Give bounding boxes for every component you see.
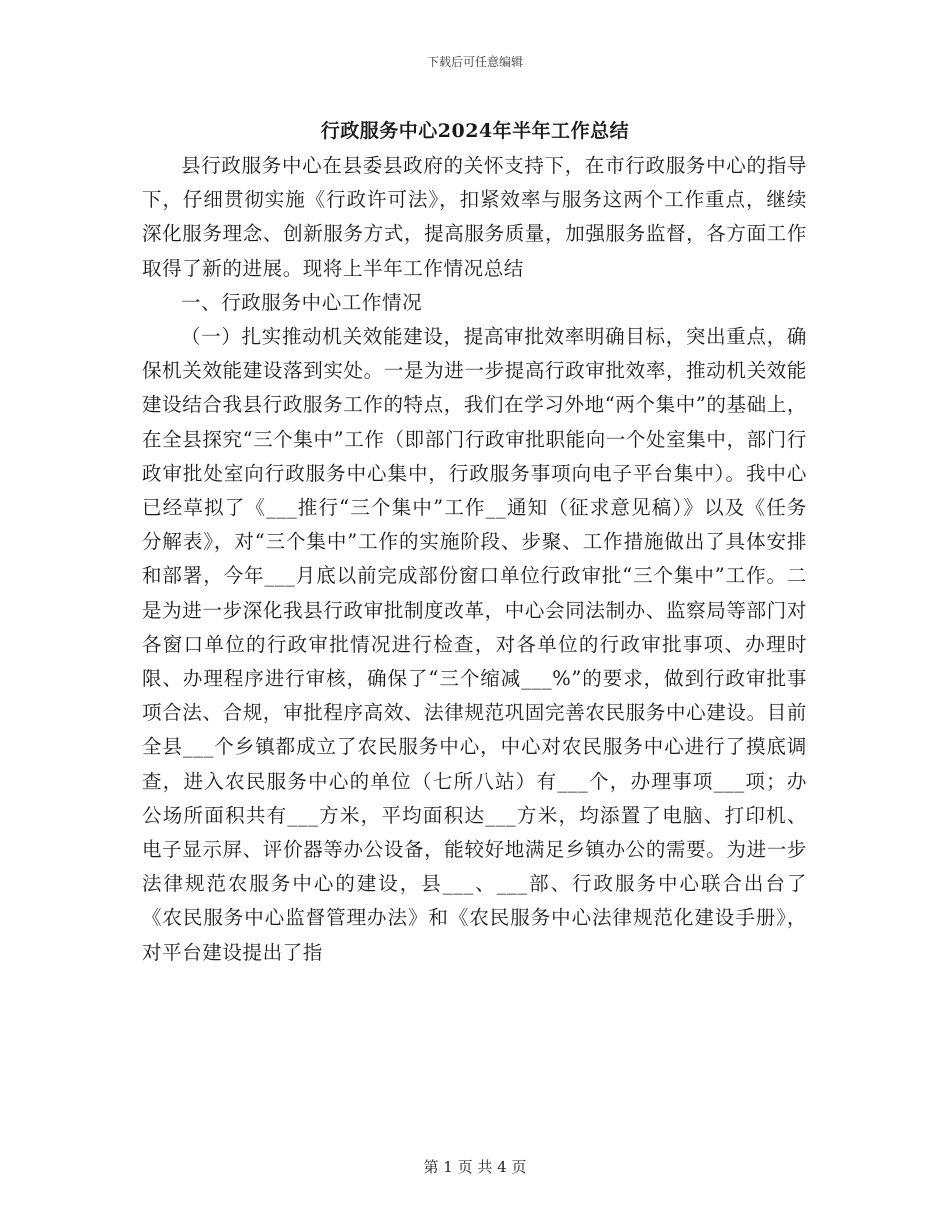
page-number: 第 1 页 共 4 页 [423, 1158, 527, 1176]
document-body [142, 149, 807, 970]
intro-paragraph: 县行政服务中心在县委县政府的关怀支持下，在市行政服务中心的指导下，仔细贯彻实施《行政许可法》，扣紧效率与服务这两个工作重点，继续深化服务理念、创新服务方式，提高服务质量，加强服务监督，各方面工作取得了新的进展。现将上半年工作情况总结 [142, 154, 807, 280]
body-paragraph: （一）扎实推动机关效能建设，提高审批效率明确目标，突出重点，确保机关效能建设落到实处。一是为进一步提高行政审批效率，推动机关效能建设结合我县行政服务工作的特点，我们在学习外地“两个集中”的基础上，在全县探究“三个集中”工作（即部门行政审批职能向一个处室集中，部门行政审批处室向行政服务中心集中，行政服务事项向电子平台集中）。我中心已经草拟了《___推行“三个集中”工作__通知（征求意见稿）》以及《任务分解表》，对“三个集中”工作的实施阶段、步聚、工作措施做出了具体安排和部署，今年___月底以前完成部份窗口单位行政审批“三个集中”工作。二是为进一步深化我县行政审批制度改革，中心会同法制办、监察局等部门对各窗口单位的行政审批情况进行检查，对各单位的行政审批事项、办理时限、办理程序进行审核，确保了“三个缩减___%”的要求，做到行政审批事项合法、合规，审批程序高效、法律规范巩固完善农民服务中心建设。目前全县___个乡镇都成立了农民服务中心，中心对农民服务中心进行了摸底调查，进入农民服务中心的单位（七所八站）有___个，办理事项___项；办公场所面积共有___方米，平均面积达___方米，均添置了电脑、打印机、电子显示屏、评价器等办公设备，能较好地满足乡镇办公的需要。为进一步法律规范农服务中心的建设，县___、___部、行政服务中心联合出台了《农民服务中心监督管理办法》和《农民服务中心法律规范化建设手册》，对平台建设提出了指 [142, 325, 807, 964]
section-heading: 一、行政服务中心工作情况 [181, 290, 423, 314]
header-note: 下载后可任意编辑 [426, 55, 523, 69]
document-title: 行政服务中心2024年半年工作总结 [320, 120, 630, 142]
